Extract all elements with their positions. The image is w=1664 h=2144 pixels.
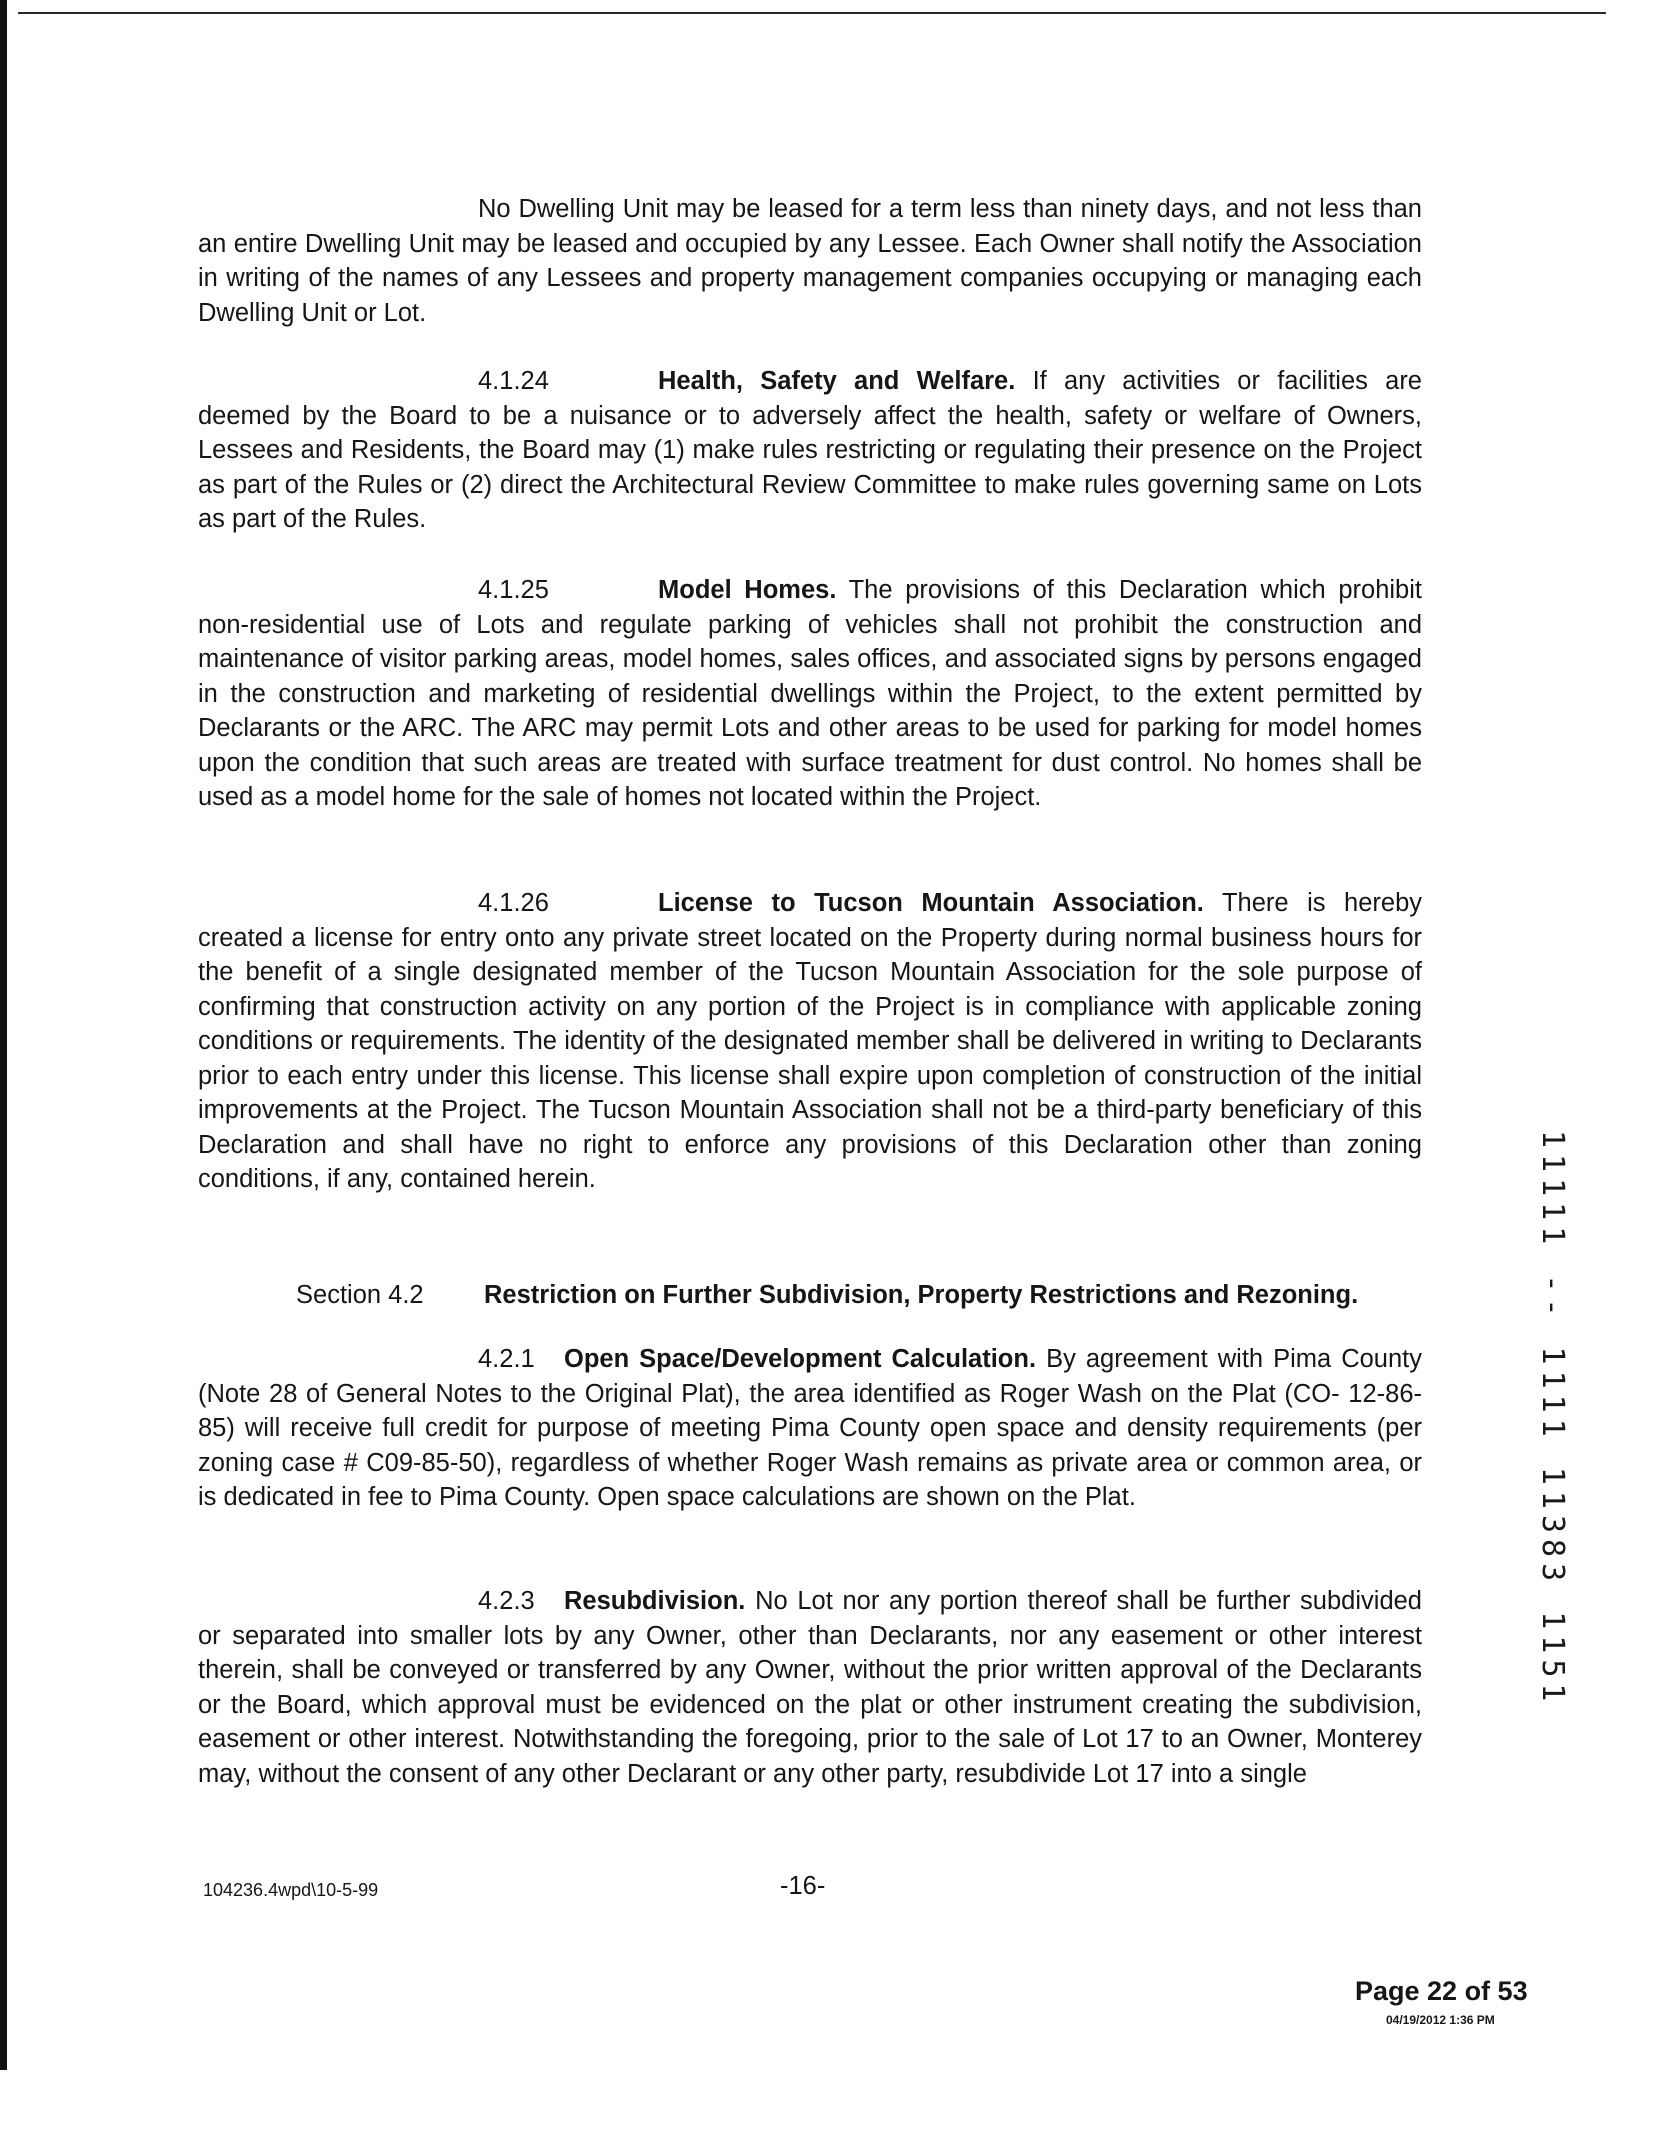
- section-4-2-1: [198, 1342, 1422, 1515]
- section-body: No Lot nor any portion thereof shall be further subdivided or separated into smaller lots by any Owner, other than Declarants, nor any easement or other interest therein, shall be conveyed or transferred by any Owner, without the prior written approval of the Declarants or the Board, which approval must be evidenced on the plat or other instrument creating the subdivision, easement or other interest. Notwithstanding the foregoing, prior to the sale of Lot 17 to an Owner, Monterey may, without the consent of any other Declarant or any other party, resubdivide Lot 17 into a single: [198, 1587, 1422, 1788]
- page-count: Page 22 of 53: [1355, 1976, 1528, 2006]
- section-4-1-24: [198, 364, 1422, 537]
- document-id: 104236.4wpd\10-5-99: [203, 1880, 379, 1900]
- section-4-2-3: [198, 1584, 1422, 1791]
- section-title: Restriction on Further Subdivision, Property Restrictions and Rezoning.: [484, 1281, 1359, 1309]
- section-label: Section 4.2: [296, 1281, 424, 1309]
- section-number: 4.1.24: [478, 367, 549, 395]
- top-scan-edge: [18, 12, 1606, 14]
- section-body: The provisions of this Declaration which prohibit non-residential use of Lots and regulate parking of vehicles shall not prohibit the construction and maintenance of visitor parking areas, model homes, sales offices, and associated signs by persons engaged in the construction and marketing of residential dwellings within the Project, to the extent permitted by Declarants or the ARC. The ARC may permit Lots and other areas to be used for parking for model homes upon the condition that such areas are treated with surface treatment for dust control. No homes shall be used as a model home for the sale of homes not located within the Project.: [198, 576, 1422, 811]
- section-body: If any activities or facilities are deemed by the Board to be a nuisance or to adversely affect the health, safety or welfare of Owners, Lessees and Residents, the Board may (1) make rules restricting or regulating their presence on the Project as part of the Rules or (2) direct the Architectural Review Committee to make rules governing same on Lots as part of the Rules.: [198, 367, 1422, 533]
- left-scan-edge: [0, 0, 7, 2070]
- lease-paragraph: No Dwelling Unit may be leased for a term less than ninety days, and not less than an entire Dwelling Unit may be leased and occupied by any Lessee. Each Owner shall notify the Association in writing of the names of any Lessees and property management companies occupying or managing each Dwelling Unit or Lot.: [198, 195, 1422, 327]
- section-title: License to Tucson Mountain Association.: [658, 889, 1204, 917]
- section-number: 4.2.1: [478, 1345, 535, 1373]
- section-4-2-heading: [296, 1278, 1358, 1313]
- section-body: There is hereby created a license for entry onto any private street located on the Property during normal business hours for the benefit of a single designated member of the Tucson Mountain Association for the sole purpose of confirming that construction activity on any portion of the Project is in compliance with applicable zoning conditions or requirements. The identity of the designated member shall be delivered in writing to Declarants prior to each entry under this license. This license shall expire upon completion of construction of the initial improvements at the Project. The Tucson Mountain Association shall not be a third-party beneficiary of this Declaration and shall have no right to enforce any provisions of this Declaration other than zoning conditions, if any, contained herein.: [198, 889, 1422, 1193]
- section-number: 4.1.25: [478, 576, 549, 604]
- section-number: 4.1.26: [478, 889, 549, 917]
- section-body: By agreement with Pima County (Note 28 of General Notes to the Original Plat), the area identified as Roger Wash on the Plat (CO- 12-86-85) will receive full credit for purpose of meeting Pima County open space and density requirements (per zoning case # C09-85-50), regardless of whether Roger Wash remains as private area or common area, or is dedicated in fee to Pima County. Open space calculations are shown on the Plat.: [198, 1345, 1422, 1511]
- page-number: -16-: [780, 1872, 826, 1900]
- docket-stamp: 11111 -- 1111 11383 1151: [1535, 1130, 1570, 1708]
- section-title: Health, Safety and Welfare.: [658, 367, 1016, 395]
- section-title: Open Space/Development Calculation.: [564, 1345, 1037, 1373]
- section-title: Model Homes.: [658, 576, 837, 604]
- section-title: Resubdivision.: [564, 1587, 746, 1615]
- section-4-1-26: [198, 886, 1422, 1197]
- section-4-1-25: [198, 573, 1422, 815]
- section-number: 4.2.3: [478, 1587, 535, 1615]
- stamp-datetime: 04/19/2012 1:36 PM: [1386, 2013, 1495, 2027]
